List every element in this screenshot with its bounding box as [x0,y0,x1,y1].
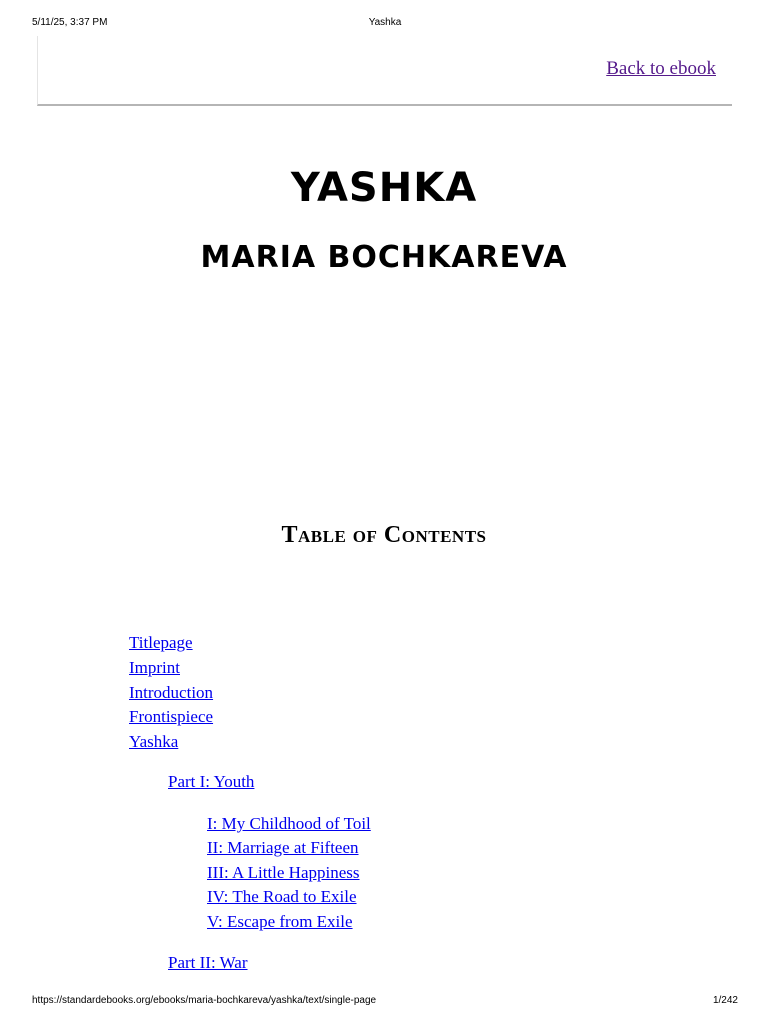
toc-link-chapter-5[interactable]: V: Escape from Exile [207,912,353,931]
back-to-ebook-link[interactable]: Back to ebook [606,58,716,79]
toc-link-yashka[interactable]: Yashka [129,732,179,751]
print-page-title: Yashka [368,17,402,28]
print-url: https://standardebooks.org/ebooks/maria-bochkareva/yashka/text/single-page [32,995,377,1006]
toc-link-chapter-2[interactable]: II: Marriage at Fifteen [207,838,359,857]
toc-heading: Table of Contents [281,522,487,548]
toc-link-chapter-3[interactable]: III: A Little Happiness [207,863,360,882]
toc-link-titlepage[interactable]: Titlepage [129,633,193,652]
top-nav-bar [37,36,732,106]
toc-link-chapter-4[interactable]: IV: The Road to Exile [207,887,357,906]
print-footer [32,995,738,1009]
toc-link-chapter-1[interactable]: I: My Childhood of Toil [207,814,371,833]
toc-link-part-2[interactable]: Part II: War [168,953,248,972]
book-author: MARIA BOCHKAREVA [200,240,568,275]
toc-link-introduction[interactable]: Introduction [129,683,214,702]
toc-link-part-1[interactable]: Part I: Youth [168,772,255,791]
book-title: YASHKA [290,165,478,211]
toc-link-frontispiece[interactable]: Frontispiece [129,707,214,726]
print-page-number: 1/242 [712,995,738,1006]
print-header [32,17,738,31]
toc-link-imprint[interactable]: Imprint [129,658,180,677]
print-datetime: 5/11/25, 3:37 PM [32,17,108,28]
